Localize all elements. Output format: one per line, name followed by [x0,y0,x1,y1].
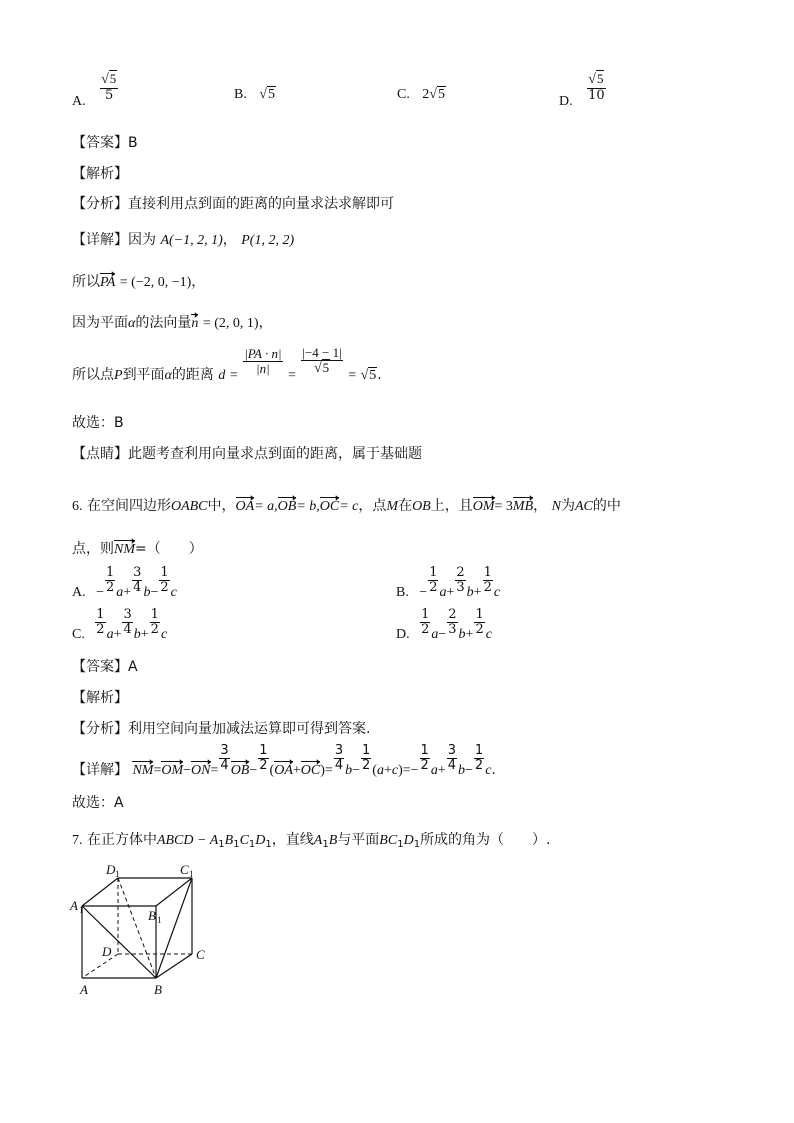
label-C: C [196,947,205,962]
q6-option-c: C. $\frac{1}{2}$ a+ $\frac{3}{4}$ b+ $\frac{1}{2}$ c [72,607,168,643]
option-c: C. 2√5 [397,87,445,102]
q6-stem-line1: 6. 在空间四边形OABC中，OA= a,OB= b,OC= c，点M在OB上，且OM= 3MB， N为AC的中 [72,498,621,514]
cube-diagram [68,860,218,1000]
diag-BC1 [156,878,192,978]
q6-jiexi: 【解析】 [72,690,128,706]
q5-jiexi: 【解析】 [72,166,128,182]
q6-option-d: D. $\frac{1}{2}$ a− $\frac{2}{3}$ b+ $\frac{1}{2}$ c [396,607,492,643]
q6-xiangjie: 【详解】 NM=OM−ON= $\frac{3}{4}$ OB− $\frac{1}{2}$ (OA+OC)= $\frac{3}{4}$ b− $\frac{1}{2}$ (a+c)=− $\frac{1}{2}$ a+ $\frac{3}{4}$ b− $\frac{1}{2}$ c. [72,743,496,779]
label-B1: B [148,908,156,923]
label-D1: D [106,862,116,877]
label-A: A [80,982,88,997]
q6-fenxi: 【分析】利用空间向量加减法运算即可得到答案. [72,721,371,737]
q5-dianjing: 【点睛】此题考查利用向量求点到面的距离，属于基础题 [72,446,422,462]
diag-A1B [82,906,156,978]
q6-option-a: A. − $\frac{1}{2}$ a+ $\frac{3}{4}$ b− $\frac{1}{2}$ c [72,565,177,601]
label-D: D [102,944,112,959]
diag-D1B [118,878,156,978]
q5-answer: 【答案】B [72,135,138,151]
q5-line4: 所以点P到平面α的距离 d = $\frac{|PA \cdot n|}{|n|}$ = $\frac{|-4 - 1|}{√5}$ = √5. [72,345,382,384]
q5-fenxi: 【分析】直接利用点到面的距离的向量求法求解即可 [72,196,394,212]
q6-guxuan: 故选：A [72,795,124,811]
svg-text:1: 1 [79,905,84,915]
q6-option-b: B. − $\frac{1}{2}$ a+ $\frac{2}{3}$ b+ $\frac{1}{2}$ c [396,565,501,601]
q5-line3: 因为平面α的法向量n = (2, 0, 1)， [72,315,273,331]
option-a [72,71,119,110]
svg-text:1: 1 [157,915,162,925]
edge-A1D1 [82,878,118,906]
option-b: B. √5 [234,87,275,102]
svg-text:1: 1 [115,869,120,879]
q5-line2: 所以PA = (−2, 0, −1)， [72,274,206,290]
q5-line1: 【详解】因为 A(−1, 2, 1)， P(1, 2, 2) [72,232,295,248]
q6-answer: 【答案】A [72,659,138,675]
option-d: D. $\frac{√5}{10}$ [559,71,605,110]
option-a-label: A. [72,94,86,110]
label-C1: C [180,862,189,877]
option-a-frac: $\frac{√5}{5}$ [101,71,117,103]
label-B: B [154,982,162,997]
svg-text:1: 1 [189,869,194,879]
q5-options [72,72,712,116]
label-A1: A [70,898,78,913]
q7-stem: 7. 在正方体中ABCD − $A_1B_1C_1D_1$，直线$A_1B$与平面$BC_1D_1$所成的角为（ ）. [72,832,551,850]
q6-stem-line2: 点，则NM=（ ） [72,541,203,557]
edge-DA [82,954,118,978]
edge-BC [156,954,192,978]
q5-guxuan: 故选：B [72,415,124,431]
